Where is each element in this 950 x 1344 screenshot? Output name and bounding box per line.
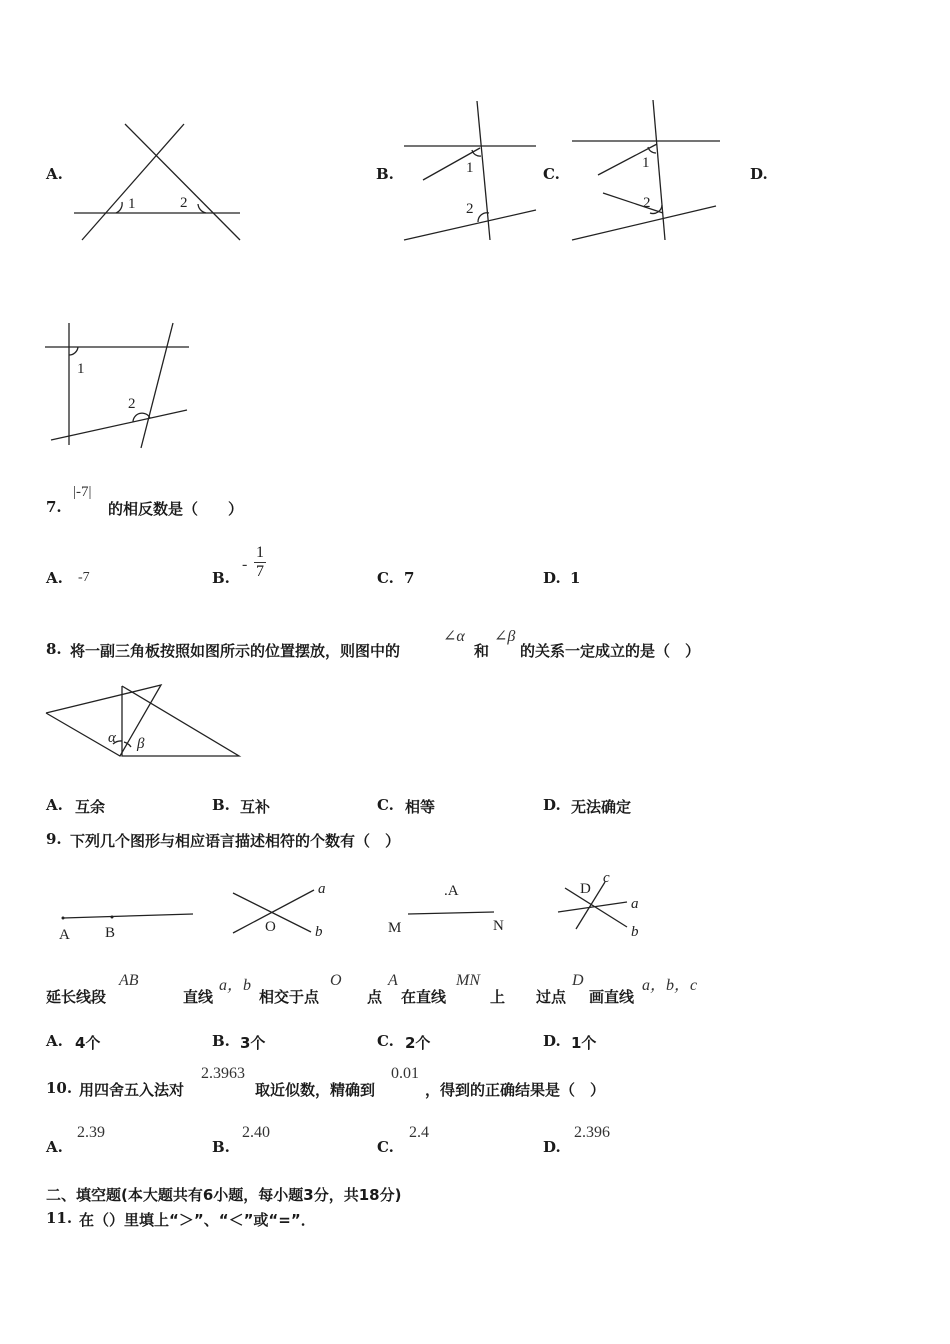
q9-desc2-math: a，b xyxy=(219,977,252,994)
q9-option-a-text: 4个 xyxy=(75,1034,101,1052)
q7-option-a-value: -7 xyxy=(78,570,90,585)
fig-a-angle-2: 2 xyxy=(180,195,188,211)
q9-fig1-A: A xyxy=(59,927,70,943)
q9-fig4-c: c xyxy=(603,870,610,886)
q7-number: 7. xyxy=(46,498,62,516)
q8-fig-beta: β xyxy=(137,736,145,752)
q7-option-d-letter: D. xyxy=(543,569,561,587)
q8-option-b-letter: B. xyxy=(212,796,230,814)
option-b-label: B. xyxy=(376,165,394,183)
q9-option-b-letter: B. xyxy=(212,1032,230,1050)
q9-option-b-text: 3个 xyxy=(240,1034,266,1052)
q9-desc1-text: 延长线段 xyxy=(46,988,107,1006)
q8-option-c-text: 相等 xyxy=(405,798,436,816)
q9-fig2-a: a xyxy=(318,881,326,897)
q8-alpha: ∠α xyxy=(443,628,465,645)
q10-option-c-value: 2.4 xyxy=(409,1124,429,1141)
q10-stem2: 取近似数，精确到 xyxy=(255,1081,376,1099)
q8-option-d-text: 无法确定 xyxy=(571,798,632,816)
q10-stem3: ，得到的正确结果是（ ） xyxy=(425,1081,606,1099)
q10-stem1: 用四舍五入法对 xyxy=(79,1081,185,1099)
q8-beta: ∠β xyxy=(494,628,516,645)
q10-option-b-letter: B. xyxy=(212,1138,230,1156)
q8-stem-before: 将一副三角板按照如图所示的位置摆放，则图中的 xyxy=(70,642,401,660)
q10-option-d-letter: D. xyxy=(543,1138,561,1156)
q7-option-b-letter: B. xyxy=(212,569,230,587)
q9-option-d-text: 1个 xyxy=(571,1034,597,1052)
option-a-label: A. xyxy=(46,165,63,183)
q8-fig-alpha: α xyxy=(108,730,116,746)
q9-number: 9. xyxy=(46,830,62,848)
q9-desc2-text1: 直线 xyxy=(183,988,214,1006)
q10-precision: 0.01 xyxy=(391,1065,419,1082)
q10-value: 2.3963 xyxy=(201,1065,245,1082)
q9-fig3-M: M xyxy=(388,920,402,936)
q9-fig2-O: O xyxy=(265,919,276,935)
q9-fig4-a: a xyxy=(631,896,639,912)
q8-option-d-letter: D. xyxy=(543,796,561,814)
q9-option-c-text: 2个 xyxy=(405,1034,431,1052)
fig-b-angle-1: 1 xyxy=(466,160,474,176)
q9-desc3-text2: 在直线 xyxy=(401,988,447,1006)
q8-and: 和 xyxy=(474,642,490,660)
q9-desc3-a: A xyxy=(388,972,398,989)
fig-d-angle-1: 1 xyxy=(77,361,85,377)
q7-option-d-value: 1 xyxy=(570,569,581,587)
q9-stem: 下列几个图形与相应语言描述相符的个数有（ ） xyxy=(70,832,401,850)
q9-option-c-letter: C. xyxy=(377,1032,394,1050)
q7-option-a-letter: A. xyxy=(46,569,63,587)
q9-fig2-b: b xyxy=(315,924,323,940)
q9-desc3-text3: 上 xyxy=(490,988,506,1006)
q10-option-d-value: 2.396 xyxy=(574,1124,610,1141)
q7-option-b-denominator: 7 xyxy=(256,563,264,580)
q11-stem: 在（）里填上“＞”、“＜”或“=”． xyxy=(79,1211,316,1229)
q9-fig4-b: b xyxy=(631,924,639,940)
q8-number: 8. xyxy=(46,640,62,658)
q9-option-d-letter: D. xyxy=(543,1032,561,1050)
fig-d-angle-2: 2 xyxy=(128,396,136,412)
q9-desc3-mn: MN xyxy=(456,972,480,989)
option-c-label: C. xyxy=(543,165,560,183)
option-d-label: D. xyxy=(750,165,768,183)
q8-stem-after: 的关系一定成立的是（ ） xyxy=(520,642,701,660)
q9-fig3-A: .A xyxy=(444,883,459,899)
q9-desc3-text1: 点 xyxy=(367,988,383,1006)
q9-desc4-math: a，b，c xyxy=(642,977,698,994)
q9-desc4-text1: 过点 xyxy=(536,988,567,1006)
q9-desc2-o: O xyxy=(330,972,342,989)
q9-fig1-B: B xyxy=(105,925,116,941)
q10-option-b-value: 2.40 xyxy=(242,1124,270,1141)
q8-option-b-text: 互补 xyxy=(240,798,271,816)
q9-fig3-N: N xyxy=(493,918,504,934)
q9-desc4-d: D xyxy=(572,972,584,989)
q8-option-a-text: 互余 xyxy=(75,798,106,816)
q7-option-c-value: 7 xyxy=(404,569,415,587)
fig-a-angle-1: 1 xyxy=(128,196,136,212)
q8-option-c-letter: C. xyxy=(377,796,394,814)
q8-option-a-letter: A. xyxy=(46,796,63,814)
q9-fig4-D: D xyxy=(580,881,591,897)
q10-option-a-letter: A. xyxy=(46,1138,63,1156)
fig-c-angle-1: 1 xyxy=(642,155,650,171)
q7-abs-expression: |-7| xyxy=(73,484,92,500)
q7-option-b-minus: - xyxy=(242,556,248,573)
section2-heading: 二、填空题(本大题共有6小题，每小题3分，共18分) xyxy=(46,1186,402,1204)
q9-desc4-text2: 画直线 xyxy=(589,988,635,1006)
q9-desc2-text2: 相交于点 xyxy=(259,988,320,1006)
q10-number: 10. xyxy=(46,1079,73,1097)
q9-option-a-letter: A. xyxy=(46,1032,63,1050)
q10-option-c-letter: C. xyxy=(377,1138,394,1156)
q9-desc1-math: AB xyxy=(119,972,139,989)
q7-option-c-letter: C. xyxy=(377,569,394,587)
fig-b-angle-2: 2 xyxy=(466,201,474,217)
q11-number: 11. xyxy=(46,1209,73,1227)
q7-option-b-numerator: 1 xyxy=(256,544,264,561)
q7-stem: 的相反数是（ ） xyxy=(108,500,244,518)
fig-c-angle-2: 2 xyxy=(643,195,651,211)
q10-option-a-value: 2.39 xyxy=(77,1124,105,1141)
